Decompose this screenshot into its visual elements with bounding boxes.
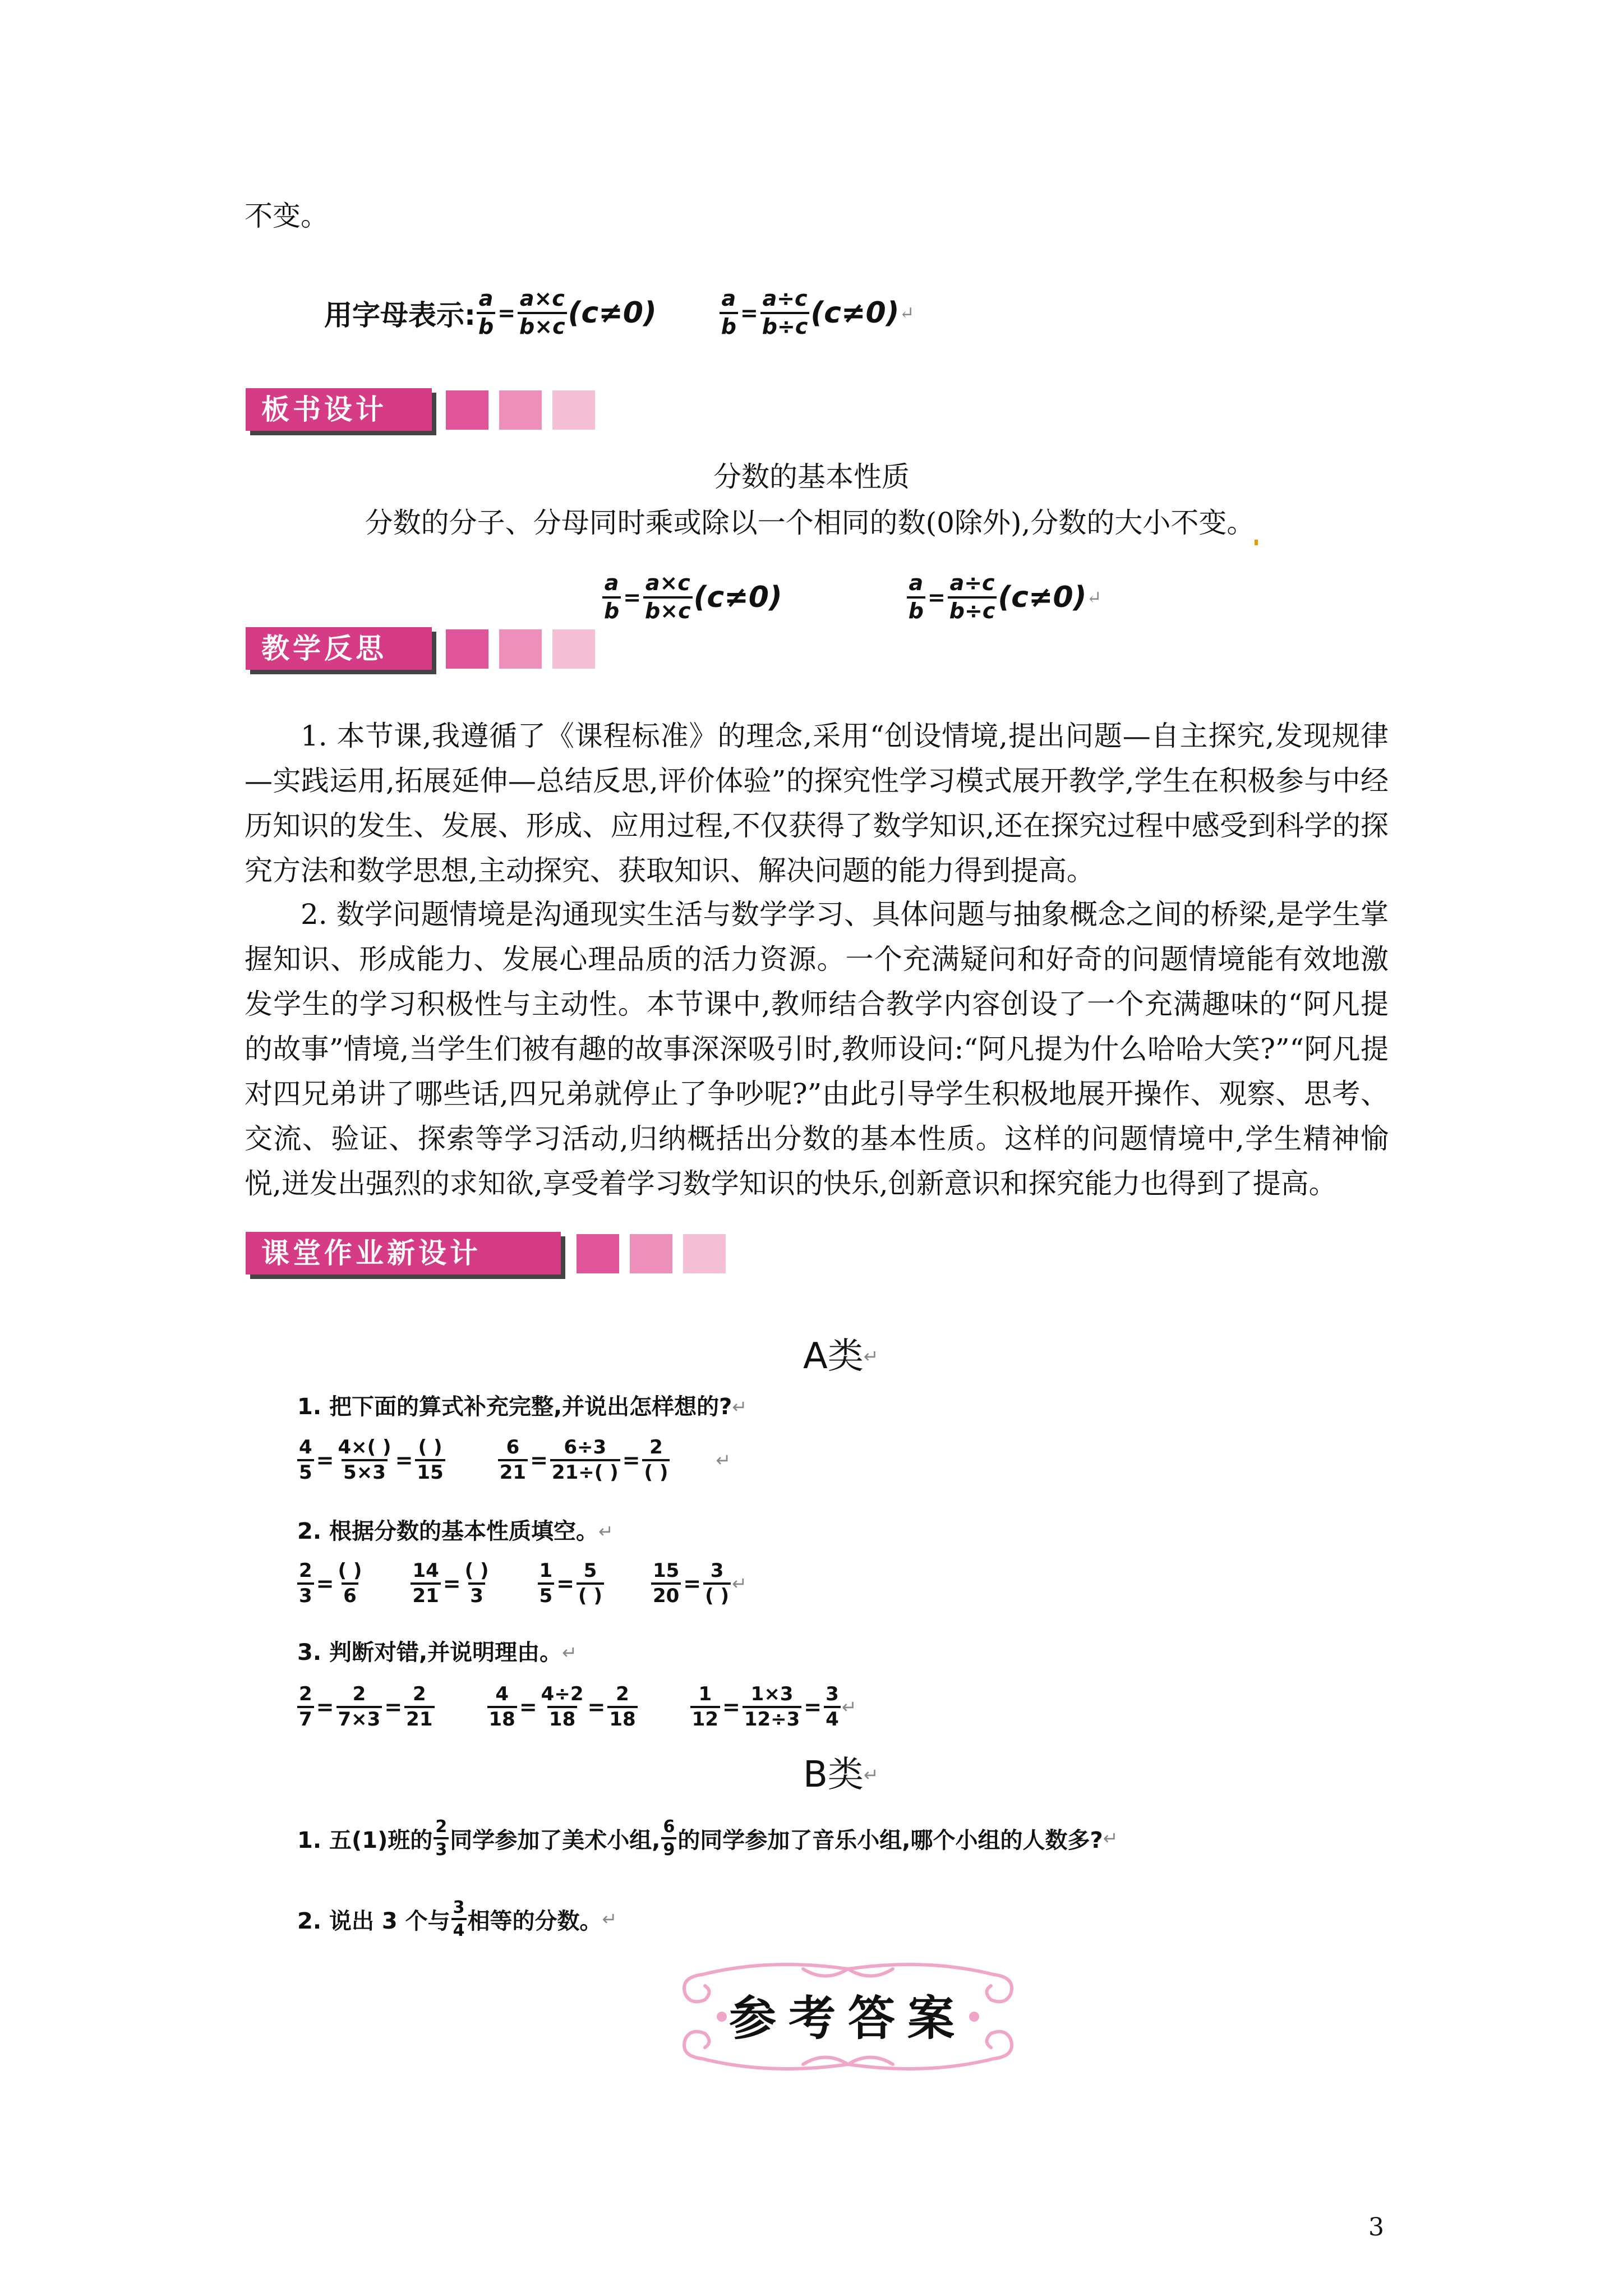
page-number: 3	[1368, 2213, 1384, 2242]
reflection-paragraph-2: 2. 数学问题情境是沟通现实生活与数学学习、具体问题与抽象概念之间的桥梁,是学生掌握知识、形成能力、发展心理品质的活力资源。一个充满疑问和好奇的问题情境能有效地激发学生的学习积极性与主动性。本节课中,教师结合教学内容创设了一个充满趣味的“阿凡提的故事”情境,当学生们被有趣的故事深深吸引时,教师设问:“阿凡提为什么哈哈大笑?”“阿凡提对四兄弟讲了哪些话,四兄弟就停止了争吵呢?”由此引导学生积极地展开操作、观察、思考、交流、验证、探索等学习活动,归纳概括出分数的基本性质。这样的问题情境中,学生精神愉悦,迸发出强烈的求知欲,享受着学习数学知识的快乐,创新意识和探究能力也得到了提高。	[245, 898, 1389, 1200]
equation: $\frac{14}{21}$ = ( ) 3	[409, 1561, 491, 1607]
decor-square	[630, 1234, 672, 1273]
equation: $\frac{2}{7}$ = $\frac{2}{7\times 3}$ = $\frac{2}{21}$	[296, 1684, 436, 1731]
exercise-a3: $\frac{2}{7}$ = $\frac{2}{7\times 3}$ = $\frac{2}{21}$ $\frac{4}{18}$ = $\frac{4\div 2}{18}$ = $\frac{2}{18}$ $\frac{1}{12}$ = $\frac{1\times 3}{12\div 3}$ = $\frac{3}{4}$ ↵	[296, 1684, 857, 1731]
equation: $\frac{4}{5}$ = $\frac{4\times( )}{5\times 3}$ = ( ) 15	[296, 1437, 446, 1484]
section-header-homework	[246, 1232, 750, 1274]
reflection-paragraph-1: 1. 本节课,我遵循了《课程标准》的理念,采用“创设情境,提出问题—自主探究,发现规律—实践运用,拓展延伸—总结反思,评价体验”的探究性学习模式展开教学,学生在积极参与中经历知识的发生、发展、形成、应用过程,不仅获得了数学知识,还在探究过程中感受到科学的探究方法和数学思想,主动探究、获取知识、解决问题的能力得到提高。	[245, 720, 1389, 887]
exercise-a2: $\frac{2}{3}$ = ( ) 6 $\frac{14}{21}$ = ( ) 3 $\frac{1}{5}$ = 5 ( ) $\frac{15}{20}$ = 3 ( ) ↵	[296, 1561, 747, 1607]
letter-formula-line	[324, 279, 914, 347]
question-b1: 1. 五(1)班的 2 3 同学参加了美术小组, 6 9 的同学参加了音乐小组,哪个小组的人数多? ↵	[297, 1817, 1118, 1860]
question-a3: 3. 判断对错,并说明理由。↵	[297, 1640, 577, 1665]
equation: $\frac{4}{18}$ = $\frac{4\div 2}{18}$ = $\frac{2}{18}$	[486, 1684, 639, 1731]
decor-square	[446, 629, 488, 669]
decor-square	[552, 629, 595, 669]
question-a2: 2. 根据分数的基本性质填空。↵	[297, 1519, 614, 1544]
section-label: 板书设计	[246, 388, 432, 431]
section-header-board	[246, 388, 605, 431]
board-formulas: $\frac{a}{b}$ = $\frac{a\times c}{b\times c}$ (c≠0) $\frac{a}{b}$ = $\frac{a\div c}{b\div c}$ (c≠0) ↵	[601, 564, 1101, 631]
category-a-title: A类↵	[803, 1336, 879, 1377]
board-title: 分数的基本性质	[713, 461, 910, 493]
section-header-reflection	[246, 627, 605, 670]
equation: $\frac{15}{20}$ = 3 ( )	[650, 1561, 732, 1607]
section-label: 课堂作业新设计	[246, 1232, 561, 1274]
board-formula-divide: $\frac{a}{b}$ = $\frac{a\div c}{b\div c}$ (c≠0)	[906, 572, 1087, 623]
board-formula-multiply: $\frac{a}{b}$ = $\frac{a\times c}{b\times c}$ (c≠0)	[601, 572, 782, 623]
equation: $\frac{1}{5}$ = 5 ( )	[537, 1561, 605, 1607]
question-a1: 1. 把下面的算式补充完整,并说出怎样想的?↵	[297, 1394, 748, 1420]
formula-divide: $\frac{a}{b}$ = $\frac{a\div c}{b\div c}$ (c≠0)	[718, 287, 900, 339]
exercise-a1: $\frac{4}{5}$ = $\frac{4\times( )}{5\times 3}$ = ( ) 15 $\frac{6}{21}$ = $\frac{6\div 3}{21\div( )}$ = 2 ( ) ↵	[296, 1437, 731, 1484]
decor-square	[499, 629, 542, 669]
decor-square	[683, 1234, 726, 1273]
edit-mark	[1255, 540, 1258, 545]
equation: $\frac{2}{3}$ = ( ) 6	[296, 1561, 365, 1607]
answers-banner	[668, 1952, 1027, 2081]
decor-square	[446, 390, 488, 430]
answers-banner-text: 参考答案	[728, 1990, 967, 2046]
continuation-text: 不变。	[245, 200, 329, 232]
decor-square	[499, 390, 542, 430]
equation: $\frac{1}{12}$ = $\frac{1\times 3}{12\div 3}$ = $\frac{3}{4}$	[689, 1684, 842, 1731]
question-b2: 2. 说出 3 个与 3 4 相等的分数。 ↵	[297, 1898, 617, 1940]
formula-intro: 用字母表示:	[324, 299, 476, 332]
section-label: 教学反思	[246, 627, 432, 670]
category-b-title: B类↵	[803, 1754, 879, 1796]
board-rule: 分数的分子、分母同时乘或除以一个相同的数(0除外),分数的大小不变。	[0, 500, 1623, 545]
decor-square	[577, 1234, 619, 1273]
formula-multiply: $\frac{a}{b}$ = $\frac{a\times c}{b\times c}$ (c≠0)	[476, 287, 657, 339]
return-mark: ↵	[899, 302, 915, 324]
decor-square	[552, 390, 595, 430]
equation: $\frac{6}{21}$ = $\frac{6\div 3}{21\div( )}$ = 2 ( )	[497, 1437, 671, 1484]
